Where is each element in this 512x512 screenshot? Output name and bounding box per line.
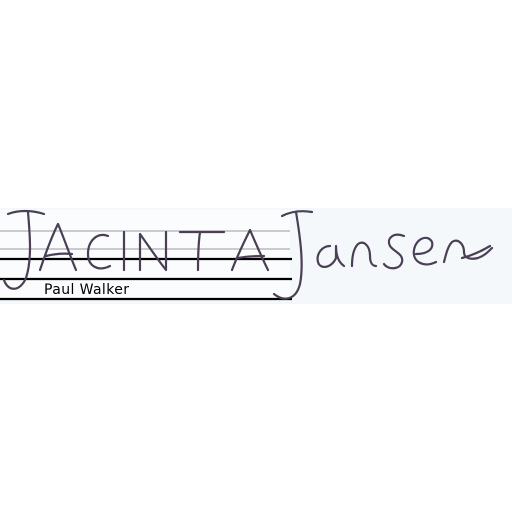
typed-name-label: Paul Walker [44, 282, 130, 298]
